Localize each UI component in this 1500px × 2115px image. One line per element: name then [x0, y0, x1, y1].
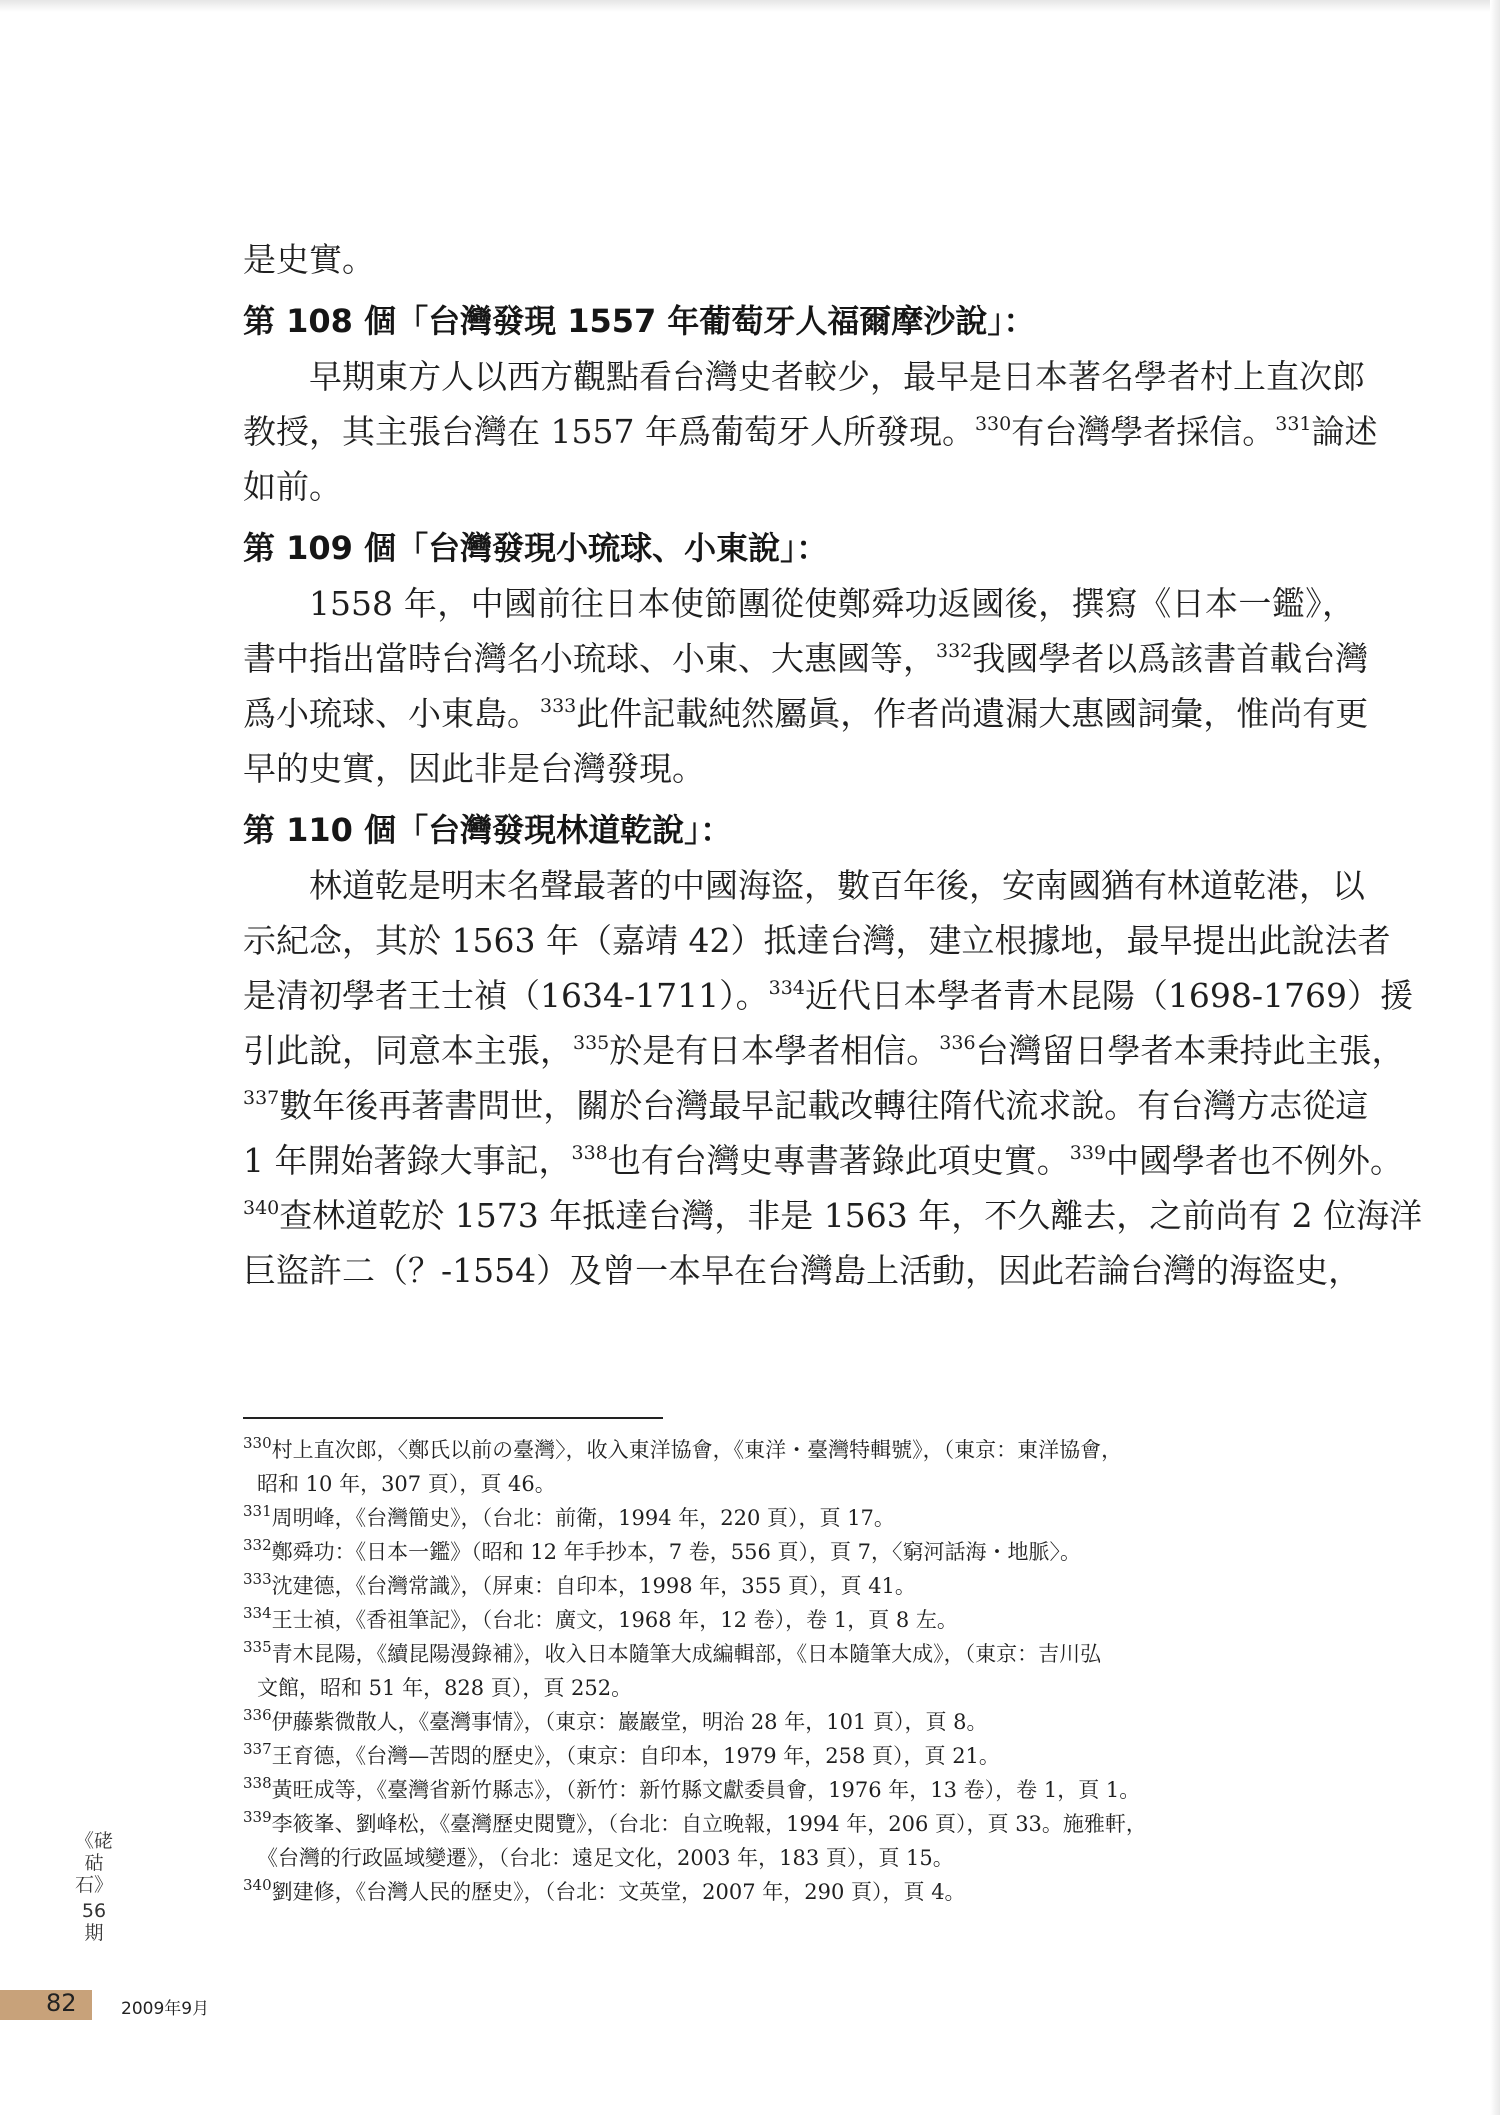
footnote-divider	[243, 1417, 663, 1419]
footnote-text: 劉建修，《台灣人民的歷史》，（台北：文英堂，2007 年，290 頁），頁 4。	[271, 1880, 966, 1904]
footnote-text: 王育德，《台灣—苦悶的歷史》，（東京：自印本，1979 年，258 頁），頁 21。	[271, 1744, 1000, 1768]
footnote-335-cont: 文館，昭和 51 年，828 頁），頁 252。	[257, 1676, 633, 1700]
footnote-text: 李筱峯、劉峰松，《臺灣歷史閱覽》，（台北：自立晚報，1994 年，206 頁），頁 33。施雅軒，	[271, 1812, 1147, 1836]
page-number: 82	[46, 1989, 77, 2017]
text-line: 是史實。	[243, 240, 375, 279]
footnote-330	[243, 1433, 1355, 1467]
text-run: 是清初學者王士禎（1634-1711）。	[243, 976, 769, 1015]
text-run: 書中指出當時台灣名小琉球、小東、大惠國等，	[243, 639, 936, 678]
footnote-text: 村上直次郎，〈鄭氏以前の臺灣〉，收入東洋協會，《東洋・臺灣特輯號》，（東京：東洋協會，	[271, 1438, 1123, 1462]
text-line	[243, 968, 1414, 1023]
text-line: 示紀念，其於 1563 年（嘉靖 42）抵達台灣，建立根據地，最早提出此說法者	[243, 921, 1391, 960]
footnote-338	[243, 1773, 1355, 1807]
text-run: 教授，其主張台灣在 1557 年爲葡萄牙人所發現。	[243, 412, 975, 451]
footnote-number: 336	[243, 1706, 272, 1724]
footnote-text: 鄭舜功：《日本一鑑》（昭和 12 年手抄本，7 卷，556 頁），頁 7，〈窮河話海・地脈〉。	[271, 1540, 1082, 1564]
footnote-ref-333[interactable]: 333	[540, 695, 577, 717]
text-run: 有台灣學者採信。	[1011, 412, 1276, 451]
text-run: 此件記載純然屬眞，作者尚遺漏大惠國詞彙，惟尚有更	[576, 694, 1369, 733]
footnote-340	[243, 1875, 1355, 1909]
text-line	[243, 1188, 1423, 1243]
footnote-ref-334[interactable]: 334	[768, 977, 805, 999]
footnote-number: 330	[243, 1434, 272, 1452]
footnote-339	[243, 1807, 1355, 1841]
text-run: 爲小琉球、小東島。	[243, 694, 540, 733]
text-run: 也有台灣史專書著錄此項史實。	[607, 1141, 1070, 1180]
section-heading-108: 第 108 個「台灣發現 1557 年葡萄牙人福爾摩沙說」：	[243, 302, 1036, 340]
text-line	[243, 1078, 1369, 1133]
footnote-334	[243, 1603, 1355, 1637]
journal-title: 《硓𥑮石》	[74, 1830, 113, 1896]
footnote-text: 王士禎，《香祖筆記》，（台北：廣文，1968 年，12 卷），卷 1，頁 8 左。	[271, 1608, 958, 1632]
footnote-337	[243, 1739, 1355, 1773]
text-line: 1558 年，中國前往日本使節團從使鄭舜功返國後，撰寫《日本一鑑》，	[309, 584, 1355, 623]
footnote-text: 黃旺成等，《臺灣省新竹縣志》，（新竹：新竹縣文獻委員會，1976 年，13 卷），卷 1，頁 1。	[271, 1778, 1141, 1802]
footnote-ref-330[interactable]: 330	[974, 413, 1012, 435]
text-line: 早期東方人以西方觀點看台灣史者較少，最早是日本著名學者村上直次郎	[309, 357, 1365, 396]
text-line	[243, 686, 1369, 741]
scan-edge-right	[1490, 0, 1500, 2115]
footnote-number: 331	[243, 1502, 272, 1520]
footnote-ref-340[interactable]: 340	[243, 1197, 280, 1219]
footnote-number: 337	[243, 1740, 272, 1758]
footnote-number: 338	[243, 1774, 272, 1792]
footnote-332	[243, 1535, 1355, 1569]
section-heading-110: 第 110 個「台灣發現林道乾說」：	[243, 811, 733, 849]
footnote-ref-339[interactable]: 339	[1069, 1142, 1107, 1164]
text-run: 近代日本學者青木昆陽（1698-1769）援	[804, 976, 1414, 1015]
text-line	[243, 1023, 1405, 1078]
footnote-ref-336[interactable]: 336	[939, 1032, 976, 1054]
footnote-ref-337[interactable]: 337	[243, 1087, 280, 1109]
footnote-ref-331[interactable]: 331	[1275, 413, 1312, 435]
section-heading-109: 第 109 個「台灣發現小琉球、小東說」：	[243, 529, 829, 567]
footnote-number: 335	[243, 1638, 272, 1656]
text-run: 論述	[1311, 412, 1378, 451]
footnote-ref-332[interactable]: 332	[936, 640, 973, 662]
text-line: 林道乾是明末名聲最著的中國海盜，數百年後，安南國猶有林道乾港，以	[309, 866, 1365, 905]
footnote-ref-335[interactable]: 335	[573, 1032, 610, 1054]
main-text	[243, 232, 1423, 1298]
footnote-331	[243, 1501, 1355, 1535]
text-line	[243, 404, 1378, 459]
footnote-number: 334	[243, 1604, 272, 1622]
text-run: 我國學者以爲該書首載台灣	[972, 639, 1369, 678]
publication-date: 2009年9月	[121, 1999, 210, 2019]
footnote-number: 333	[243, 1570, 272, 1588]
footnote-339-cont: 《台灣的行政區域變遷》，（台北：遠足文化，2003 年，183 頁），頁 15。	[257, 1846, 954, 1870]
footnote-336	[243, 1705, 1355, 1739]
text-line: 巨盜許二（？-1554）及曾一本早在台灣島上活動，因此若論台灣的海盜史，	[243, 1251, 1362, 1290]
footnote-text: 青木昆陽，《續昆陽漫錄補》，收入日本隨筆大成編輯部，《日本隨筆大成》，（東京：吉川弘	[271, 1642, 1102, 1666]
footnote-333	[243, 1569, 1355, 1603]
journal-sidebar	[73, 1830, 115, 1944]
text-run: 於是有日本學者相信。	[609, 1031, 940, 1070]
text-line: 早的史實，因此非是台灣發現。	[243, 749, 705, 788]
footnote-number: 340	[243, 1876, 272, 1894]
footnote-number: 339	[243, 1808, 272, 1826]
text-line: 如前。	[243, 467, 342, 506]
journal-issue: 56期	[81, 1900, 107, 1944]
text-run: 中國學者也不例外。	[1106, 1141, 1404, 1180]
footnote-number: 332	[243, 1536, 272, 1554]
text-run: 台灣留日學者本秉持此主張，	[975, 1031, 1405, 1070]
footnote-335	[243, 1637, 1355, 1671]
footnote-ref-338[interactable]: 338	[571, 1142, 608, 1164]
scan-edge-top	[0, 0, 1500, 12]
text-run: 引此說，同意本主張，	[243, 1031, 573, 1070]
footnote-text: 周明峰，《台灣簡史》，（台北：前衛，1994 年，220 頁），頁 17。	[271, 1506, 895, 1530]
text-line	[243, 1133, 1404, 1188]
footnote-330-cont: 昭和 10 年，307 頁），頁 46。	[257, 1472, 556, 1496]
text-line	[243, 631, 1369, 686]
text-run: 數年後再著書問世，關於台灣最早記載改轉往隋代流求說。有台灣方志從這	[279, 1086, 1369, 1125]
footnotes	[243, 1433, 1355, 1909]
text-run: 1 年開始著錄大事記，	[243, 1141, 572, 1180]
footnote-text: 伊藤紫微散人，《臺灣事情》，（東京：巖巖堂，明治 28 年，101 頁），頁 8。	[271, 1710, 988, 1734]
footnote-text: 沈建德，《台灣常識》，（屏東：自印本，1998 年，355 頁），頁 41。	[271, 1574, 916, 1598]
text-run: 查林道乾於 1573 年抵達台灣，非是 1563 年，不久離去，之前尚有 2 位海洋	[279, 1196, 1423, 1235]
